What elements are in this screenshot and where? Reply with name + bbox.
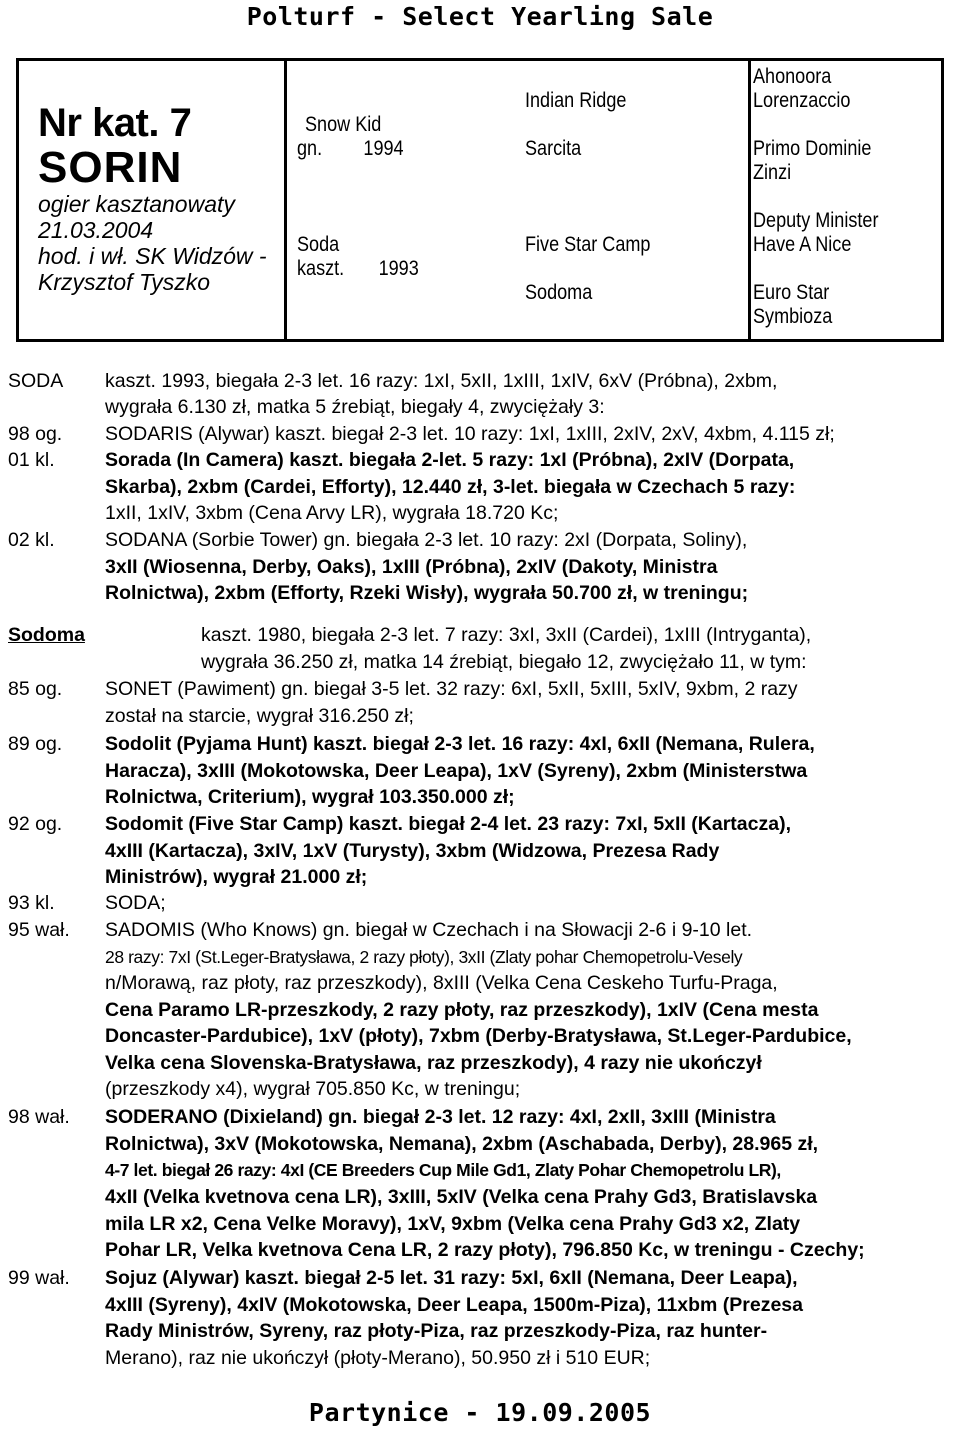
gen3-3: Primo Dominie	[753, 137, 872, 160]
progeny-record-line: 28 razy: 7xI (St.Leger-Bratysława, 2 razy płoty), 3xII (Zlaty pohar Chemopetrolu-Vesely	[105, 947, 743, 967]
progeny-record-line: SADOMIS (Who Knows) gn. biegał w Czechach i na Słowacji 2-6 i 9-10 let.	[105, 919, 753, 941]
sire-year: 1994	[363, 137, 404, 160]
progeny-year-label: 95 wał.	[8, 919, 70, 941]
progeny-record-line: SODARIS (Alywar) kaszt. biegał 2-3 let. 10 razy: 1xI, 1xIII, 2xIV, 2xV, 4xbm, 4.115 zł;	[105, 423, 835, 445]
progeny-record-line: Velka cena Slovenska-Bratysława, raz przeszkody), 4 razy nie ukończył	[105, 1052, 762, 1074]
progeny-year-label: 85 og.	[8, 678, 63, 700]
gen3-8: Symbioza	[753, 305, 833, 328]
sire-details	[297, 137, 404, 161]
progeny-record-line: 4xII (Velka kvetnova cena LR), 3xIII, 5xIV (Velka cena Prahy Gd3, Bratislavska	[105, 1186, 818, 1208]
dam-record-line: wygrała 6.130 zł, matka 5 źrebiąt, biegały 4, zwyciężały 3:	[105, 396, 605, 418]
sire-name: Snow Kid	[305, 113, 382, 136]
dam-name: Soda	[297, 233, 340, 256]
progeny-record-line: 3xII (Wiosenna, Derby, Oaks), 1xIII (Próbna), 2xIV (Dakoty, Ministra	[105, 556, 718, 578]
progeny-record-line: Sorada (In Camera) kaszt. biegała 2-let. 5 razy: 1xI (Próbna), 2xIV (Dorpata,	[105, 449, 795, 471]
horse-breeder-line2: Krzysztof Tyszko	[38, 269, 211, 295]
progeny-record-line: Sojuz (Alywar) kaszt. biegał 2-5 let. 31 razy: 5xI, 6xII (Nemana, Deer Leapa),	[105, 1267, 798, 1289]
gen3-1: Ahonoora	[753, 65, 832, 88]
progeny-record-line: Rolnictwa), 3xV (Mokotowska, Nemana), 2xbm (Aschabada, Derby), 28.965 zł,	[105, 1133, 819, 1155]
gen3-5: Deputy Minister	[753, 209, 879, 232]
sire-color: gn.	[297, 137, 323, 160]
progeny-record-line: 4xIII (Syreny), 4xIV (Mokotowska, Deer Leapa, 1500m-Piza), 11xbm (Prezesa	[105, 1294, 803, 1316]
page-footer: Partynice - 19.09.2005	[308, 1398, 652, 1427]
progeny-year-label: 98 wał.	[8, 1106, 70, 1128]
progeny-record-line: Rolnictwa), 2xbm (Efforty, Rzeki Wisły), wygrała 50.700 zł, w treningu;	[105, 582, 749, 604]
gen3-4: Zinzi	[753, 161, 792, 184]
progeny-record-line: (przeszkody x4), wygrał 705.850 Kc, w treningu;	[105, 1078, 521, 1100]
progeny-record-line: Rolnictwa, Criterium), wygrał 103.350.000 zł;	[105, 786, 515, 808]
granddam-record-line: wygrała 36.250 zł, matka 14 źrebiąt, biegało 12, zwyciężało 11, w tym:	[201, 651, 807, 673]
page-title: Polturf - Select Yearling Sale	[246, 2, 714, 31]
gen2-sire-sire: Indian Ridge	[525, 89, 627, 112]
progeny-year-label: 99 wał.	[8, 1267, 70, 1289]
horse-name: SORIN	[38, 143, 183, 192]
pedigree-divider	[284, 61, 287, 339]
pedigree-divider	[748, 61, 751, 339]
progeny-record-line: 1xII, 1xIV, 3xbm (Cena Arvy LR), wygrała 18.720 Kc;	[105, 502, 559, 524]
horse-info-block	[38, 101, 267, 295]
progeny-year-label: 93 kl.	[8, 892, 55, 914]
progeny-year-label: 02 kl.	[8, 529, 55, 551]
progeny-record-line: został na starcie, wygrał 316.250 zł;	[105, 705, 414, 727]
progeny-record-line: n/Morawą, raz płoty, raz przeszkody), 8xIII (Velka Cena Ceskeho Turfu-Praga,	[105, 972, 778, 994]
catalog-number: Nr kat. 7	[38, 101, 192, 145]
progeny-record-line: 4-7 let. biegał 26 razy: 4xI (CE Breeders Cup Mile Gd1, Zlaty Pohar Chemopetrolu LR),	[105, 1160, 781, 1180]
granddam-section-label: Sodoma	[8, 624, 85, 646]
horse-birth-date: 21.03.2004	[38, 217, 154, 243]
progeny-record-line: Pohar LR, Velka kvetnova Cena LR, 2 razy płoty), 796.850 Kc, w treningu - Czechy;	[105, 1239, 865, 1261]
gen2-sire-dam: Sarcita	[525, 137, 582, 160]
gen3-6: Have A Nice	[753, 233, 852, 256]
progeny-record-line: Doncaster-Pardubice), 1xV (płoty), 7xbm (Derby-Bratysława, St.Leger-Pardubice,	[105, 1025, 852, 1047]
progeny-record-line: Sodomit (Five Star Camp) kaszt. biegał 2-4 let. 23 razy: 7xI, 5xII (Kartacza),	[105, 813, 791, 835]
dam-year: 1993	[378, 257, 419, 280]
progeny-record-line: 4xIII (Kartacza), 3xIV, 1xV (Turysty), 3xbm (Widzowa, Prezesa Rady	[105, 840, 720, 862]
dam-record-line: kaszt. 1993, biegała 2-3 let. 16 razy: 1xI, 5xII, 1xIII, 1xIV, 6xV (Próbna), 2xbm,	[105, 370, 778, 392]
progeny-record-line: Merano), raz nie ukończył (płoty-Merano), 50.950 zł i 510 EUR;	[105, 1347, 651, 1369]
granddam-record-line: kaszt. 1980, biegała 2-3 let. 7 razy: 3xI, 3xII (Cardei), 1xIII (Intryganta),	[201, 624, 812, 646]
gen3-7: Euro Star	[753, 281, 830, 304]
dam-details	[297, 257, 419, 281]
progeny-record-line: Cena Paramo LR-przeszkody, 2 razy płoty, raz przeszkody), 1xIV (Cena mesta	[105, 999, 819, 1021]
progeny-record-line: mila LR x2, Cena Velke Moravy), 1xV, 9xbm (Velka cena Prahy Gd3 x2, Zlaty	[105, 1213, 801, 1235]
progeny-record-line: Skarba), 2xbm (Cardei, Efforty), 12.440 zł, 3-let. biegała w Czechach 5 razy:	[105, 476, 796, 498]
gen2-dam-dam: Sodoma	[525, 281, 593, 304]
pedigree-table	[16, 58, 944, 342]
horse-breeder-line1: hod. i wł. SK Widzów -	[38, 243, 267, 269]
progeny-record-line: SODANA (Sorbie Tower) gn. biegała 2-3 let. 10 razy: 2xI (Dorpata, Soliny),	[105, 529, 748, 551]
dam-color: kaszt.	[297, 257, 345, 280]
progeny-record-line: SODERANO (Dixieland) gn. biegał 2-3 let. 12 razy: 4xI, 2xII, 3xIII (Ministra	[105, 1106, 776, 1128]
progeny-record-line: Haracza), 3xIII (Mokotowska, Deer Leapa), 1xV (Syreny), 2xbm (Ministerstwa	[105, 760, 808, 782]
gen2-dam-sire: Five Star Camp	[525, 233, 651, 256]
progeny-year-label: 89 og.	[8, 733, 63, 755]
gen3-2: Lorenzaccio	[753, 89, 851, 112]
progeny-year-label: 92 og.	[8, 813, 63, 835]
progeny-record-line: Ministrów), wygrał 21.000 zł;	[105, 866, 368, 888]
progeny-record-line: Sodolit (Pyjama Hunt) kaszt. biegał 2-3 let. 16 razy: 4xI, 6xII (Nemana, Rulera,	[105, 733, 815, 755]
progeny-record-line: Rady Ministrów, Syreny, raz płoty-Piza, raz przeszkody-Piza, raz hunter-	[105, 1320, 768, 1342]
horse-description: ogier kasztanowaty	[38, 191, 235, 217]
progeny-record-line: SODA;	[105, 892, 166, 914]
progeny-record-line: SONET (Pawiment) gn. biegał 3-5 let. 32 razy: 6xI, 5xII, 5xIII, 5xIV, 9xbm, 2 razy	[105, 678, 798, 700]
dam-section-label: SODA	[8, 370, 64, 392]
progeny-year-label: 01 kl.	[8, 449, 55, 471]
progeny-year-label: 98 og.	[8, 423, 63, 445]
